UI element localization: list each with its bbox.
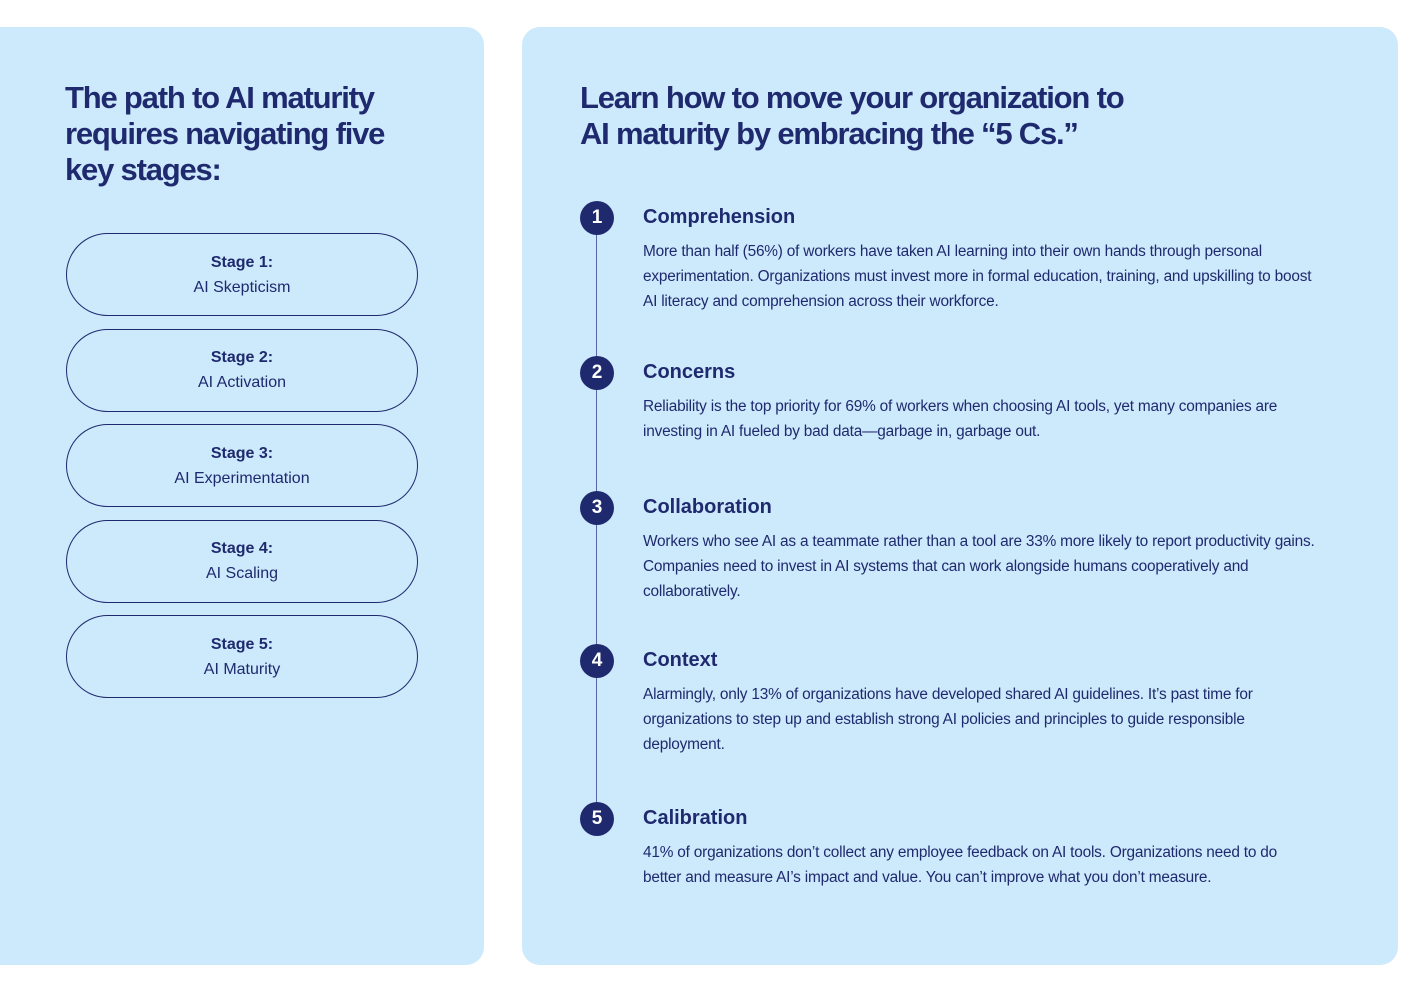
stage-pill-5	[66, 615, 418, 698]
stage-title: Stage 4:	[210, 540, 274, 557]
stage-title: Stage 5:	[210, 635, 274, 653]
stage-name: AI Skepticism	[193, 278, 291, 296]
step-number-badge: 5	[580, 802, 614, 836]
stage-title: Stage 2:	[210, 349, 274, 366]
stage-pill-4	[66, 520, 418, 603]
stage-name: AI Maturity	[203, 660, 281, 678]
c-title: Concerns	[643, 361, 736, 383]
step-number-badge: 4	[580, 644, 614, 678]
c-body: More than half (56%) of workers have taken AI learning into their own hands through personal experimentation. Organizations must invest more in formal education, training, and upskilling to boost AI literacy and comprehension across their workforce.	[643, 243, 1312, 310]
step-number-badge: 1	[580, 201, 614, 235]
step-number-badge: 2	[580, 356, 614, 390]
c-title: Collaboration	[643, 496, 772, 518]
c-title: Context	[643, 649, 718, 671]
c-title: Comprehension	[643, 206, 796, 228]
stage-name: AI Experimentation	[174, 469, 310, 487]
step-number-badge: 3	[580, 491, 614, 525]
stage-pill-3	[66, 424, 418, 507]
stages-list	[66, 233, 418, 711]
right-heading: Learn how to move your organization to AI maturity by embracing the “5 Cs.”	[580, 80, 1124, 151]
c-body: 41% of organizations don’t collect any employee feedback on AI tools. Organizations need to do better and measure AI’s impact and value. You can’t improve what you don’t measure.	[643, 844, 1278, 886]
c-body: Workers who see AI as a teammate rather than a tool are 33% more likely to report productivity gains. Companies need to invest in AI systems that can work alongside humans cooperatively and collaboratively.	[643, 533, 1315, 600]
left-heading: The path to AI maturity requires navigating five key stages:	[65, 80, 385, 187]
stage-pill-1	[66, 233, 418, 316]
stage-title: Stage 1:	[210, 253, 274, 271]
c-body: Reliability is the top priority for 69% of workers when choosing AI tools, yet many companies are investing in AI fueled by bad data—garbage in, garbage out.	[643, 398, 1278, 440]
c-title: Calibration	[643, 807, 748, 829]
c-body: Alarmingly, only 13% of organizations have developed shared AI guidelines. It’s past time for organizations to step up and establish strong AI policies and principles to guide responsible deployment.	[643, 686, 1253, 753]
stage-name: AI Scaling	[205, 565, 279, 582]
stage-name: AI Activation	[197, 374, 287, 391]
stage-title: Stage 3:	[210, 444, 274, 462]
stage-pill-2	[66, 329, 418, 412]
